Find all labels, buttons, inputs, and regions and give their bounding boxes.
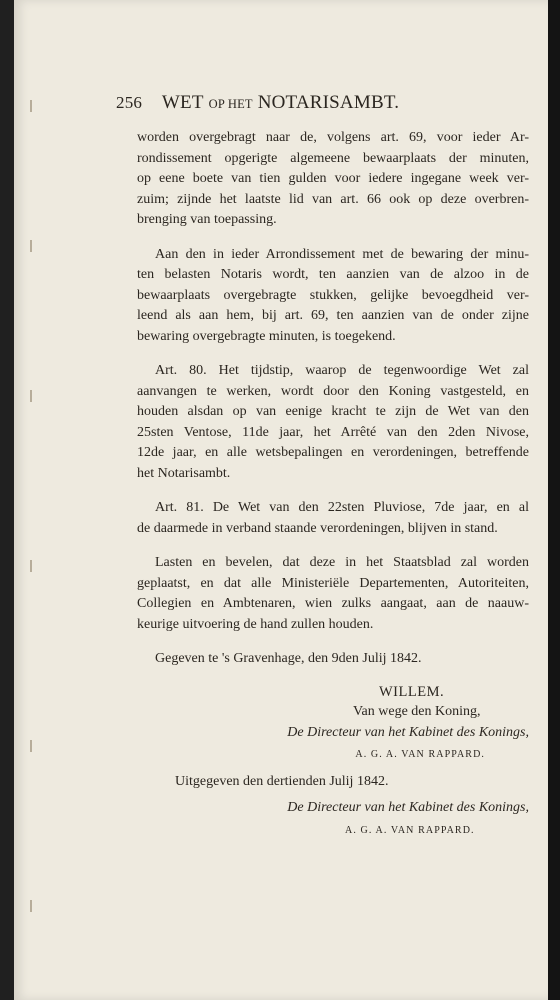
text-line: houden alsdan op van eenige kracht te zijn de Wet van den	[137, 404, 529, 419]
text-line: op eene boete van tien gulden voor iedere ingegane week ver-	[137, 171, 529, 186]
text-line: Aan den in ieder Arrondissement met de bewaring der minu-	[155, 246, 529, 262]
given-date: Gegeven te 's Gravenhage, den 9den Julij 1842.	[155, 651, 422, 666]
text-line: bewaring overgebragte minuten, is toegekend.	[137, 328, 396, 344]
by-order-line: Van wege den Koning,	[353, 704, 481, 719]
page-body	[137, 128, 529, 841]
header-title-b: OP HET	[208, 97, 253, 111]
paragraph-5	[137, 553, 529, 635]
text-line: ten belasten Notaris wordt, ten aanzien van de alzoo in de	[137, 267, 529, 282]
text-line: het Notarisambt.	[137, 465, 231, 481]
page-margin-marks	[30, 60, 36, 940]
text-line: aanvangen te werken, wordt door den Koning vastgesteld, en	[137, 383, 529, 399]
text-line: 25sten Ventose, 11de jaar, het Arrêté van den 2den Nivose,	[137, 424, 529, 440]
article-81	[137, 498, 529, 539]
page-number: 256	[116, 93, 143, 112]
text-line: keurige uitvoering de hand zullen houden.	[137, 616, 374, 632]
signer-2: A. G. A. VAN RAPPARD.	[345, 824, 475, 836]
text-line: Lasten en bevelen, dat deze in het Staatsblad zal worden	[155, 555, 529, 570]
text-line: worden overgebragt naar de, volgens art. 69, voor ieder Ar-	[137, 130, 529, 145]
text-line: geplaatst, en dat alle Ministeriële Departementen, Autoriteiten,	[137, 575, 529, 591]
text-line: brenging van toepassing.	[137, 212, 277, 227]
header-title-c: NOTARISAMBT.	[257, 92, 400, 113]
king-signature: WILLEM.	[379, 683, 445, 700]
text-line: Art. 81. De Wet van den 22sten Pluviose, 7de jaar, en al	[155, 500, 529, 515]
book-spine	[0, 0, 14, 1000]
signer-1: A. G. A. VAN RAPPARD.	[355, 749, 485, 760]
text-line: rondissement opgerigte algemeene bewaarplaats der minuten,	[137, 150, 529, 166]
paragraph-1	[137, 128, 529, 231]
header-title-a: WET	[161, 92, 204, 113]
text-line: 12de jaar, en alle wetsbepalingen en verordeningen, betreffende	[137, 445, 529, 460]
director-title-1: De Directeur van het Kabinet des Konings,	[287, 724, 529, 740]
text-line: Art. 80. Het tijdstip, waarop de tegenwoordige Wet zal	[155, 363, 529, 378]
text-line: zuim; zijnde het laatste lid van art. 66 ook op deze overbren-	[137, 191, 529, 207]
running-header	[116, 92, 399, 114]
text-line: Collegien en Ambtenaren, wien zulks aangaat, aan de naauw-	[137, 596, 529, 611]
page-edge	[548, 0, 560, 1000]
text-line: bewaarplaats overgebragte stukken, gelijke bevoegdheid ver-	[137, 287, 529, 303]
paragraph-2	[137, 245, 529, 348]
text-line: leend als aan hem, bij art. 69, ten aanzien van de onder zijne	[137, 308, 529, 323]
published-date: Uitgegeven den dertienden Julij 1842.	[175, 773, 389, 789]
director-title-2: De Directeur van het Kabinet des Konings,	[287, 800, 529, 815]
article-80	[137, 361, 529, 484]
text-line: de daarmede in verband staande verordeningen, blijven in stand.	[137, 520, 498, 536]
